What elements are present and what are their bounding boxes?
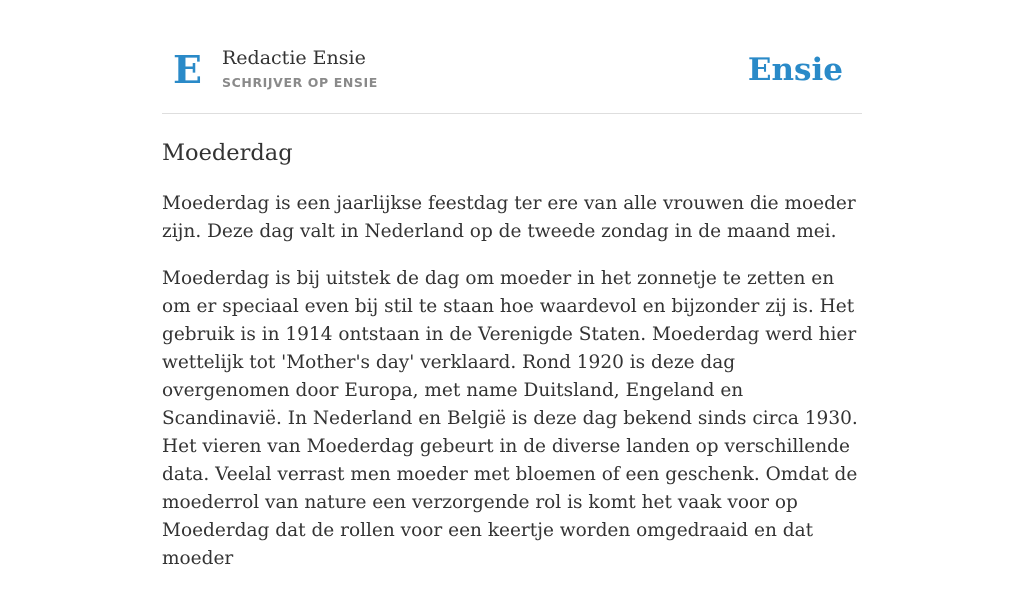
author-logo-icon[interactable]: E: [173, 47, 202, 92]
article-header: [162, 0, 862, 114]
article-body: [162, 190, 862, 592]
article-paragraph: Moederdag is een jaarlijkse feestdag ter ere van alle vrouwen die moeder zijn. Deze dag valt in Nederland op de tweede zondag in de maand mei.: [162, 193, 856, 242]
author-role: SCHRIJVER OP ENSIE: [222, 75, 378, 90]
author-name[interactable]: Redactie Ensie: [222, 47, 366, 69]
article-paragraph: Moederdag is bij uitstek de dag om moeder in het zonnetje te zetten en om er speciaal even bij stil te staan hoe waardevol en bijzonder zij is. Het gebruik is in 1914 ontstaan in de Verenigde Staten. Moederdag werd hier wettelijk tot 'Mother's day' verklaard. Rond 1920 is deze dag overgenomen door Europa, met name Duitsland, Engeland en Scandinavië. In Nederland en België is deze dag bekend sinds circa 1930. Het vieren van Moederdag gebeurt in de diverse landen op verschillende data. Veelal verrast men moeder met bloemen of een geschenk. Omdat de moederrol van nature een verzorgende rol is komt het vaak voor op Moederdag dat de rollen voor een keertje worden omgedraaid en dat moeder: [162, 268, 858, 569]
ensie-logo[interactable]: Ensie: [747, 52, 843, 88]
article-title: Moederdag: [162, 140, 293, 166]
article-card: [162, 0, 862, 569]
